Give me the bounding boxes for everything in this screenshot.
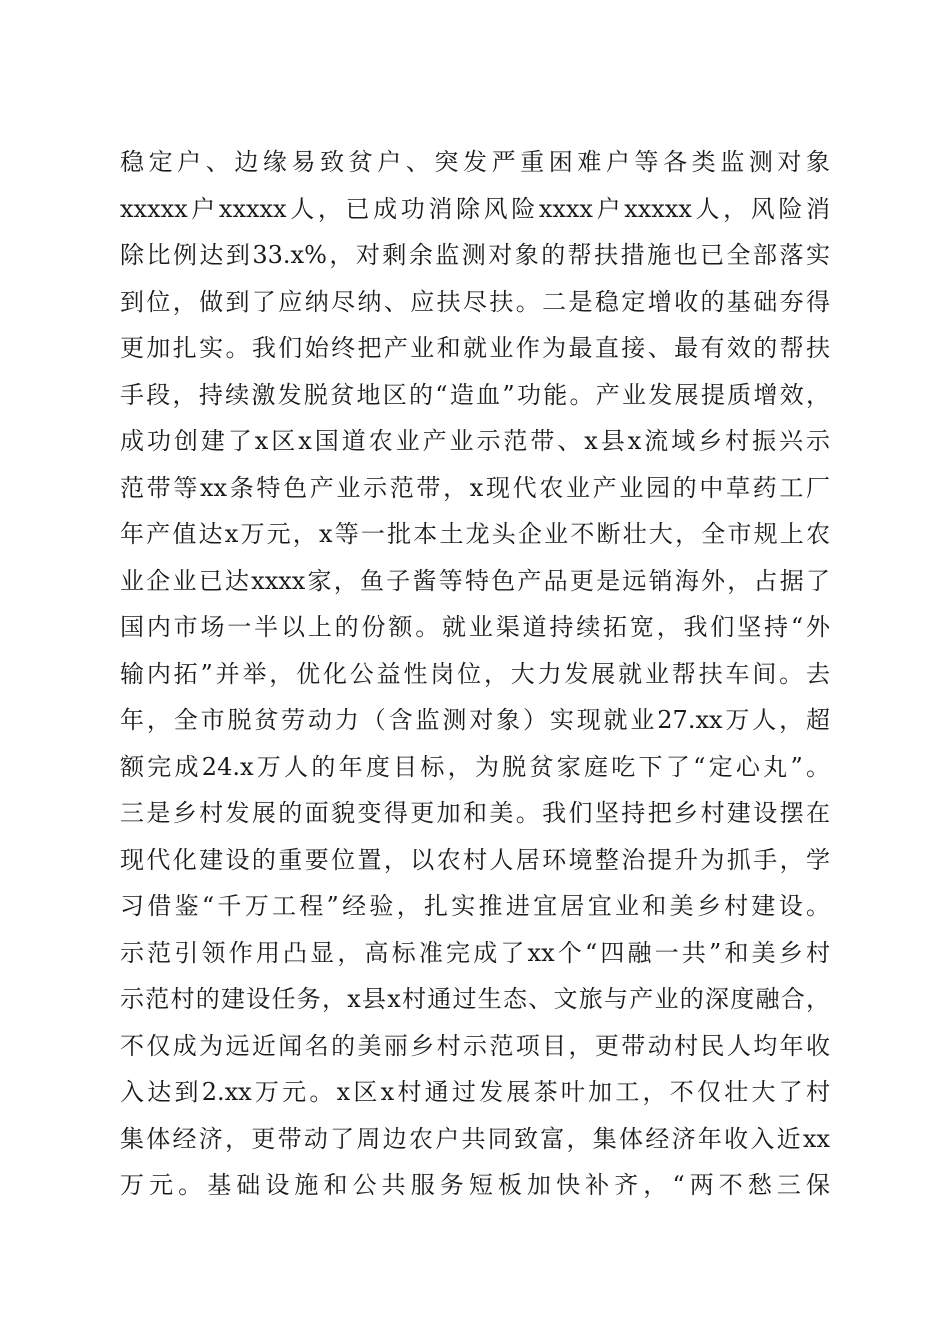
text-line: 到位，做到了应纳尽纳、应扶尽扶。二是稳定增收的基础夯得 — [120, 287, 830, 316]
text-line: 年产值达x万元，x等一批本土龙头企业不断壮大，全市规上农 — [120, 520, 830, 548]
text-line: 年，全市脱贫劳动力（含监测对象）实现就业27.xx万人，超 — [120, 706, 830, 734]
text-line: 更加扎实。我们始终把产业和就业作为最直接、最有效的帮扶 — [120, 334, 830, 362]
text-line: 额完成24.x万人的年度目标，为脱贫家庭吃下了“定心丸”。 — [120, 752, 830, 781]
text-line: 习借鉴“千万工程”经验，扎实推进宜居宜业和美乡村建设。 — [120, 892, 830, 920]
text-line: 稳定户、边缘易致贫户、突发严重困难户等各类监测对象 — [120, 148, 830, 176]
text-line: 国内市场一半以上的份额。就业渠道持续拓宽，我们坚持“外 — [120, 613, 830, 641]
text-line: 除比例达到33.x%，对剩余监测对象的帮扶措施也已全部落实 — [120, 241, 830, 269]
text-line: 输内拓”并举，优化公益性岗位，大力发展就业帮扶车间。去 — [120, 659, 830, 688]
text-line: 现代化建设的重要位置，以农村人居环境整治提升为抓手，学 — [120, 845, 830, 874]
text-line: 示范村的建设任务，x县x村通过生态、文旅与产业的深度融合， — [120, 985, 830, 1013]
text-line: 业企业已达xxxx家，鱼子酱等特色产品更是远销海外，占据了 — [120, 566, 830, 595]
text-line: 成功创建了x区x国道农业产业示范带、x县x流域乡村振兴示 — [120, 427, 830, 455]
text-line: 集体经济，更带动了周边农户共同致富，集体经济年收入近xx — [120, 1124, 830, 1153]
text-line: 三是乡村发展的面貌变得更加和美。我们坚持把乡村建设摆在 — [120, 799, 830, 827]
text-line: 万元。基础设施和公共服务短板加快补齐，“两不愁三保 — [120, 1171, 830, 1199]
text-line: 入达到2.xx万元。x区x村通过发展茶叶加工，不仅壮大了村 — [120, 1078, 830, 1106]
text-line: 范带等xx条特色产业示范带，x现代农业产业园的中草药工厂 — [120, 473, 830, 502]
text-line: xxxxx户xxxxx人，已成功消除风险xxxx户xxxxx人，风险消 — [120, 194, 830, 223]
body-paragraph — [120, 139, 830, 1209]
text-line: 手段，持续激发脱贫地区的“造血”功能。产业发展提质增效， — [120, 380, 830, 409]
text-line: 不仅成为远近闻名的美丽乡村示范项目，更带动村民人均年收 — [120, 1031, 830, 1060]
text-line: 示范引领作用凸显，高标准完成了xx个“四融一共”和美乡村 — [120, 938, 830, 967]
